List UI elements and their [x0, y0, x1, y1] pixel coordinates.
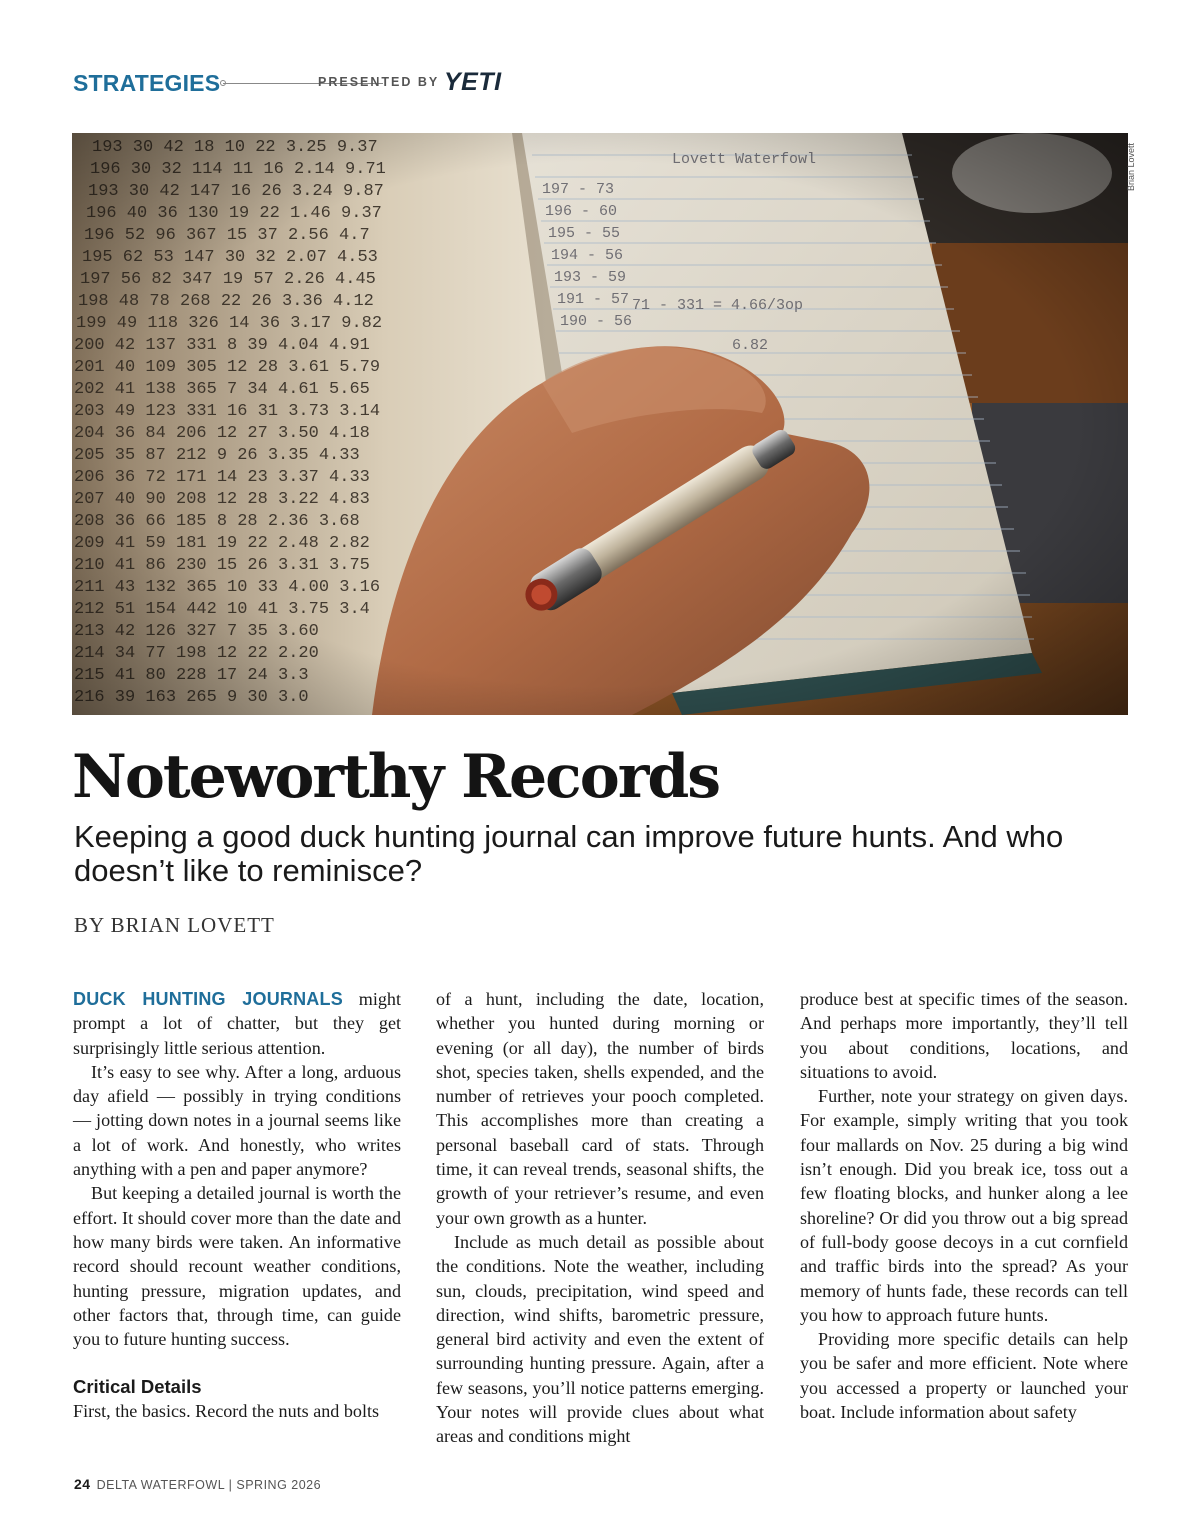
paragraph: of a hunt, including the date, location, whether you hunted during morning or evening (or all day), the number of birds shot, species taken, shells expended, and the number of retrieves your pooch completed. This accomplishes more than creating a personal baseball card of stats. Through time, it can reveal trends, seasonal shifts, the growth of your retriever’s resume, and even your own growth as a hunter. — [436, 989, 764, 1228]
paragraph: But keeping a detailed journal is worth the effort. It should cover more than the date and how many birds were taken. An informative record should recount weather conditions, hunting pressure, migration updates, and other factors that, through time, can guide you to future hunting success. — [73, 1183, 401, 1350]
body-column-1 — [73, 987, 401, 1424]
paragraph: Providing more specific details can help you be safer and more efficient. Note where you accessed a property or launched your boat. Include information about safety — [800, 1329, 1128, 1423]
paragraph: First, the basics. Record the nuts and bolts — [73, 1401, 380, 1422]
paragraph: Include as much detail as possible about the conditions. Note the weather, including sun, clouds, precipitation, wind speed and direction, wind shifts, barometric pressure, general bird activity and even the extent of surrounding hunting pressure. Again, after a few seasons, you’ll notice patterns emerging. Your notes will provide clues about what areas and conditions might — [436, 1231, 764, 1447]
subhead: Critical Details — [73, 1376, 202, 1398]
photo-credit: Brian Lovett — [1126, 142, 1136, 191]
paragraph: It’s easy to see why. After a long, arduous day afield — possibly in trying conditions — jotting down notes in a journal seems like a lot of work. And honestly, who writes anything with a pen and paper anymore? — [73, 1061, 401, 1180]
byline: BY BRIAN LOVETT — [74, 913, 275, 937]
body-column-2 — [436, 987, 764, 1449]
page-header — [73, 68, 573, 98]
publication-name: DELTA WATERFOWL | SPRING 2026 — [96, 1478, 322, 1492]
sponsor-logo: YETI — [444, 68, 502, 96]
section-label: STRATEGIES — [73, 70, 221, 96]
paragraph: Further, note your strategy on given days. For example, simply writing that you took four mallards on Nov. 25 during a big wind isn’t enough. Did you break ice, toss out a few floating blocks, and hunker along a lee shoreline? Or did you throw out a big spread of full-body goose decoys in a cut cornfield and traffic birds into the spread? As your memory of hunts fade, these records can tell you how to approach future hunts. — [800, 1086, 1128, 1325]
lead-in: DUCK HUNTING JOURNALS — [73, 989, 343, 1009]
article-title: Noteworthy Records — [72, 742, 720, 812]
page-number: 24 — [74, 1476, 91, 1492]
body-column-3 — [800, 987, 1128, 1424]
page-footer — [74, 1476, 321, 1492]
hero-photo — [72, 133, 1128, 715]
paragraph: produce best at specific times of the season. And perhaps more importantly, they’ll tell you about conditions, locations, and situations to avoid. — [800, 989, 1128, 1082]
paragraph-text: might prompt a lot of chatter, but they get surprisingly little serious attention. — [73, 989, 402, 1058]
article-dek: Keeping a good duck hunting journal can improve future hunts. And who doesn’t like to reminisce? — [74, 819, 1064, 888]
paragraph — [73, 987, 401, 1060]
presented-by-label: PRESENTED BY — [318, 75, 440, 89]
